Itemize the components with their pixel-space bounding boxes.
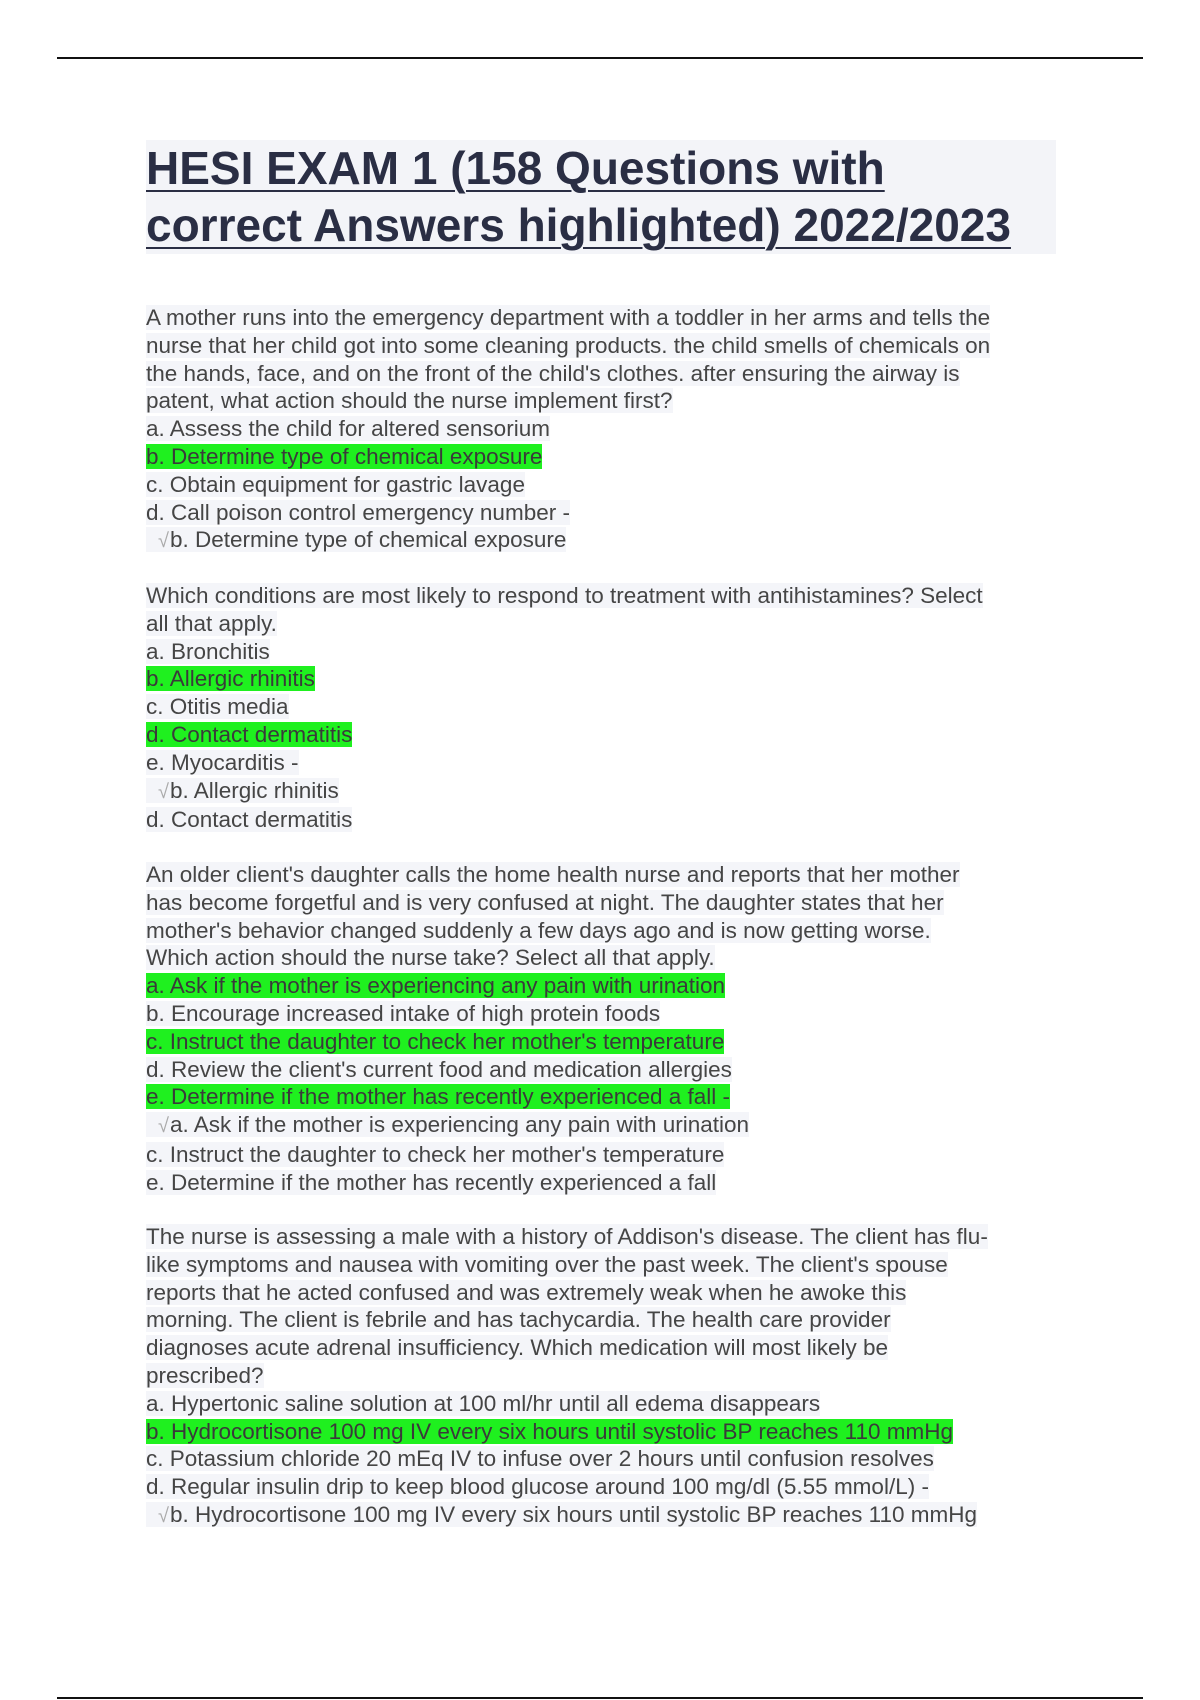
question-stem-line-text: the hands, face, and on the front of the child's clothes. after ensuring the airway is (146, 360, 960, 386)
correct-option (146, 972, 1066, 1000)
question-stem-line-text: like symptoms and nausea with vomiting over the past week. The client's spouse (146, 1251, 948, 1277)
option (146, 1056, 1066, 1084)
checkmark-icon: √ (158, 1504, 169, 1527)
answer-line-text: b. Determine type of chemical exposure (169, 527, 567, 553)
correct-option-text: e. Determine if the mother has recently experienced a fall - (146, 1084, 731, 1110)
answer-line (146, 1111, 1066, 1141)
question-stem-line-text: reports that he acted confused and was extremely weak when he awoke this (146, 1279, 907, 1305)
correct-option (146, 1418, 1066, 1446)
top-rule (57, 57, 1143, 59)
question-stem-line-text: has become forgetful and is very confused at night. The daughter states that her (146, 889, 944, 915)
answer-line (146, 1169, 1066, 1197)
option (146, 1473, 1066, 1501)
answer-line-text: d. Contact dermatitis (146, 807, 353, 833)
question-stem-line-text: mother's behavior changed suddenly a few days ago and is now getting worse. (146, 917, 931, 943)
correct-option-text: a. Ask if the mother is experiencing any pain with urination (146, 973, 726, 999)
question-stem-line (146, 304, 1066, 332)
question-stem-line (146, 944, 1066, 972)
answer-line-text: e. Determine if the mother has recently experienced a fall (146, 1169, 717, 1195)
question-block (146, 304, 1066, 556)
page-title (146, 140, 1056, 254)
answer-line (146, 806, 1066, 834)
option (146, 749, 1066, 777)
question-stem-line-text: all that apply. (146, 610, 277, 636)
correct-option-text: c. Instruct the daughter to check her mother's temperature (146, 1028, 725, 1054)
question-stem-line (146, 1306, 1066, 1334)
question-stem-line-text: diagnoses acute adrenal insufficiency. Which medication will most likely be (146, 1335, 889, 1361)
option-text: d. Call poison control emergency number - (146, 499, 570, 525)
option-text: c. Obtain equipment for gastric lavage (146, 471, 525, 497)
correct-option-text: d. Contact dermatitis (146, 721, 353, 747)
checkmark-icon: √ (158, 1115, 169, 1138)
answer-line-text: c. Instruct the daughter to check her mother's temperature (146, 1141, 725, 1167)
question-stem-line-text: The nurse is assessing a male with a history of Addison's disease. The client has flu- (146, 1224, 988, 1249)
question-stem-line (146, 1251, 1066, 1279)
question-stem-line (146, 387, 1066, 415)
question-stem-line-text: prescribed? (146, 1362, 264, 1388)
correct-option (146, 1083, 1066, 1111)
option (146, 1390, 1066, 1418)
question-stem-line-text: nurse that her child got into some cleaning products. the child smells of chemicals on (146, 332, 991, 358)
option-text: b. Encourage increased intake of high protein foods (146, 1000, 661, 1026)
option (146, 693, 1066, 721)
question-block (146, 861, 1066, 1197)
question-stem-line (146, 861, 1066, 889)
title-line: HESI EXAM 1 (158 Questions with (146, 142, 885, 194)
question-stem-line-text: An older client's daughter calls the home health nurse and reports that her mother (146, 862, 960, 887)
option-text: a. Hypertonic saline solution at 100 ml/hr until all edema disappears (146, 1390, 821, 1416)
option (146, 1000, 1066, 1028)
question-stem-line (146, 889, 1066, 917)
question-stem-line (146, 360, 1066, 388)
question-stem-line-text: Which action should the nurse take? Select all that apply. (146, 945, 715, 971)
question-stem-line-text: A mother runs into the emergency department with a toddler in her arms and tells the (146, 305, 991, 330)
option (146, 638, 1066, 666)
answer-line-text: a. Ask if the mother is experiencing any pain with urination (169, 1112, 750, 1138)
question-stem-line (146, 917, 1066, 945)
answer-line (146, 777, 1066, 807)
answer-line (146, 526, 1066, 556)
question-stem-line (146, 1223, 1066, 1251)
question-block (146, 582, 1066, 834)
option (146, 471, 1066, 499)
question-stem-line (146, 582, 1066, 610)
checkmark-icon: √ (158, 530, 169, 553)
question-stem-line (146, 332, 1066, 360)
question-stem-line (146, 1362, 1066, 1390)
question-stem-line (146, 1279, 1066, 1307)
option (146, 415, 1066, 443)
question-stem-line-text: patent, what action should the nurse implement first? (146, 388, 673, 414)
option (146, 1445, 1066, 1473)
checkmark-icon: √ (158, 780, 169, 803)
correct-option-text: b. Allergic rhinitis (146, 666, 315, 692)
answer-line (146, 1501, 1066, 1531)
correct-option (146, 721, 1066, 749)
correct-option (146, 665, 1066, 693)
option (146, 499, 1066, 527)
question-block (146, 1223, 1066, 1531)
option-text: d. Review the client's current food and medication allergies (146, 1056, 732, 1082)
question-stem-line (146, 610, 1066, 638)
option-text: c. Potassium chloride 20 mEq IV to infuse over 2 hours until confusion resolves (146, 1446, 934, 1472)
answer-line-text: b. Allergic rhinitis (169, 777, 339, 803)
title-line: correct Answers highlighted) 2022/2023 (146, 199, 1011, 251)
correct-option (146, 443, 1066, 471)
correct-option (146, 1028, 1066, 1056)
question-stem-line (146, 1334, 1066, 1362)
option-text: c. Otitis media (146, 694, 289, 720)
correct-option-text: b. Hydrocortisone 100 mg IV every six hours until systolic BP reaches 110 mmHg (146, 1418, 954, 1444)
question-stem-line-text: morning. The client is febrile and has tachycardia. The health care provider (146, 1307, 891, 1333)
option-text: a. Assess the child for altered sensorium (146, 416, 550, 442)
question-stem-line-text: Which conditions are most likely to respond to treatment with antihistamines? Select (146, 583, 983, 608)
option-text: e. Myocarditis - (146, 749, 299, 775)
answer-line (146, 1141, 1066, 1169)
correct-option-text: b. Determine type of chemical exposure (146, 443, 543, 469)
option-text: a. Bronchitis (146, 638, 270, 664)
answer-line-text: b. Hydrocortisone 100 mg IV every six hours until systolic BP reaches 110 mmHg (169, 1501, 977, 1527)
option-text: d. Regular insulin drip to keep blood glucose around 100 mg/dl (5.55 mmol/L) - (146, 1474, 929, 1500)
bottom-rule (57, 1697, 1143, 1699)
